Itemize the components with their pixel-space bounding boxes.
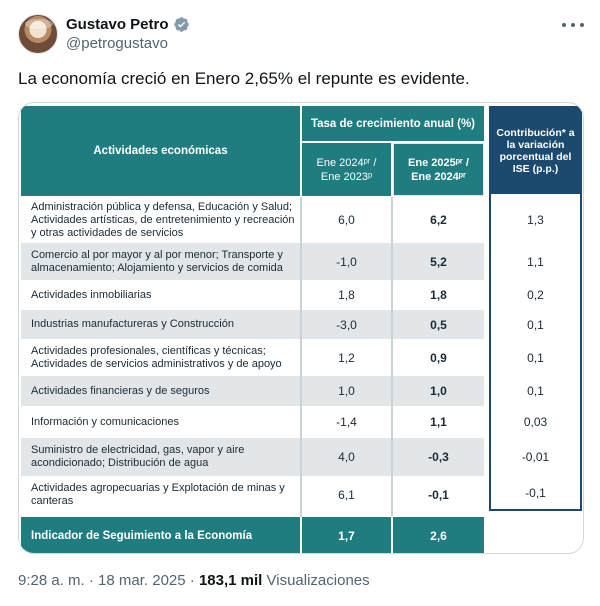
row-label: Actividades profesionales, científicas y técnicas; Actividades de servicios administrativos y de apoyo <box>31 344 282 370</box>
header-col1-line1: Ene 2024ᵖʳ / <box>316 156 377 169</box>
table-row <box>21 438 484 476</box>
table-row <box>21 310 484 339</box>
table-row <box>21 376 484 406</box>
name-row <box>66 14 190 34</box>
row-label: Industrias manufactureras y Construcción <box>31 318 234 330</box>
tweet-meta <box>18 572 370 589</box>
header-col1 <box>302 143 391 196</box>
row-value-2024: 1,8 <box>338 288 355 302</box>
avatar[interactable] <box>18 14 58 54</box>
header-col1-line2: Ene 2023ᵖ <box>320 170 373 183</box>
contribution-value: 0,1 <box>527 350 544 365</box>
row-value-2025: 0,5 <box>430 317 447 332</box>
meta-separator: · <box>189 572 195 589</box>
row-value-2024: -3,0 <box>336 317 357 332</box>
row-label: Comercio al por mayor y al por menor; Transporte y almacenamiento; Alojamiento y servicios de comida <box>31 248 283 274</box>
row-value-2025: 5,2 <box>430 254 447 269</box>
row-value-2025: -0,1 <box>428 488 449 502</box>
row-value-2025: 1,8 <box>430 288 447 302</box>
header-activities: Actividades económicas <box>21 106 300 196</box>
table-row <box>21 243 484 280</box>
contribution-value: 0,03 <box>523 415 548 429</box>
views-count[interactable]: 183,1 mil <box>198 572 263 589</box>
more-options-icon[interactable] <box>562 16 584 34</box>
contribution-value: 0,1 <box>527 317 544 332</box>
header-col2-line1: Ene 2025ᵖʳ / <box>408 156 469 169</box>
row-label: Actividades financieras y de seguros <box>31 384 210 397</box>
contribution-value: 1,3 <box>527 213 544 227</box>
row-value-2024: 4,0 <box>338 450 355 464</box>
handle[interactable]: @petrogustavo <box>66 35 168 52</box>
header-rate: Tasa de crecimiento anual (%) <box>302 106 484 141</box>
header-col2-line2: Ene 2024ᵖʳ <box>411 170 466 183</box>
total-value-2024: 1,7 <box>338 528 355 543</box>
contribution-value: 1,1 <box>527 254 544 269</box>
table-row <box>21 476 484 514</box>
row-value-2025: 0,9 <box>430 350 447 365</box>
row-value-2024: -1,0 <box>336 254 357 269</box>
column-divider <box>300 197 302 517</box>
contribution-value: -0,1 <box>525 485 546 500</box>
tweet-date[interactable]: 18 mar. 2025 <box>98 572 186 589</box>
row-value-2025: 6,2 <box>430 213 447 227</box>
row-label: Suministro de electricidad, gas, vapor y aire acondicionado; Distribución de agua <box>31 444 245 469</box>
table-row <box>21 280 484 310</box>
row-value-2025: -0,3 <box>428 450 449 464</box>
row-value-2024: 6,1 <box>338 488 355 502</box>
contribution-value: 0,2 <box>527 288 544 302</box>
row-label: Administración pública y defensa, Educación y Salud; Actividades artísticas, de entretenimiento y recreación y otras actividades de servicios <box>31 200 295 239</box>
table-row <box>21 339 484 376</box>
total-label: Indicador de Seguimiento a la Economía <box>31 529 253 542</box>
contribution-header: Contribución* a la variación porcentual del ISE (p.p.) <box>491 108 580 194</box>
row-label: Actividades inmobiliarias <box>31 288 152 301</box>
tweet-text: La economía creció en Enero 2,65% el repunte es evidente. <box>18 69 470 88</box>
total-value-2025: 2,6 <box>430 528 447 543</box>
table-row <box>21 406 484 438</box>
row-label: Información y comunicaciones <box>31 415 179 428</box>
verified-badge-icon <box>173 16 190 33</box>
row-value-2025: 1,1 <box>430 415 447 429</box>
total-row <box>21 517 484 554</box>
tweet-media-image[interactable] <box>18 102 584 554</box>
row-value-2024: -1,4 <box>336 415 357 429</box>
row-value-2024: 1,2 <box>338 350 355 365</box>
display-name[interactable]: Gustavo Petro <box>66 15 169 33</box>
contribution-value: -0,01 <box>521 450 550 464</box>
table-row <box>21 197 484 243</box>
row-value-2024: 1,0 <box>338 384 355 398</box>
header-col2 <box>393 143 484 196</box>
contribution-value: 0,1 <box>527 384 544 398</box>
tweet-time[interactable]: 9:28 a. m. <box>18 572 85 589</box>
column-divider <box>391 197 393 517</box>
views-label: Visualizaciones <box>266 572 370 589</box>
tweet-header <box>18 14 584 58</box>
meta-separator: · <box>88 572 94 589</box>
row-value-2025: 1,0 <box>430 384 447 398</box>
row-value-2024: 6,0 <box>338 213 355 227</box>
contribution-column <box>489 106 582 511</box>
row-label: Actividades agropecuarias y Explotación de minas y canteras <box>31 482 285 507</box>
